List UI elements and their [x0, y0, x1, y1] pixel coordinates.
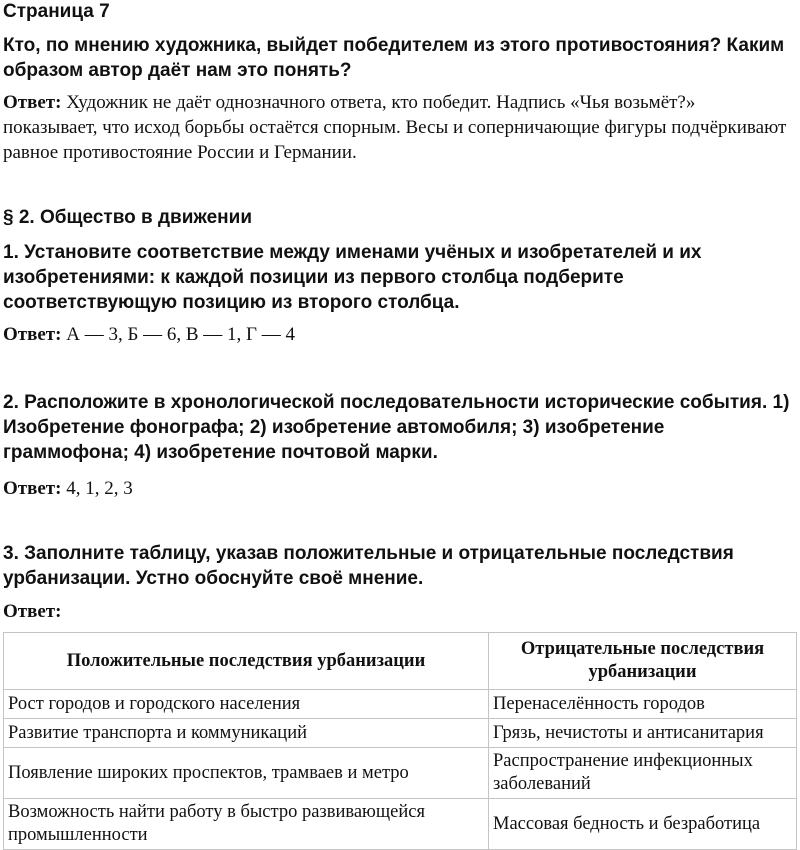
table-row — [4, 799, 797, 850]
intro-answer — [3, 90, 793, 165]
intro-question: Кто, по мнению художника, выйдет победителем из этого противостояния? Каким образом автор даёт нам это понять? — [3, 35, 785, 81]
task-3-answer — [3, 599, 793, 624]
task-1-question: 1. Установите соответствие между именами учёных и изобретателей и их изобретениями: к каждой позиции из первого столбца подберите соответствующую позицию из второго столбца. — [3, 242, 702, 313]
answer-label: Ответ: — [3, 478, 62, 499]
table-cell: Возможность найти работу в быстро развивающейся промышленности — [4, 799, 489, 850]
task-3-question: 3. Заполните таблицу, указав положительные и отрицательные последствия урбанизации. Устно обоснуйте своё мнение. — [3, 543, 734, 589]
task-2-answer — [3, 476, 793, 501]
answer-text: Художник не даёт однозначного ответа, кто победит. Надпись «Чья возьмёт?» показывает, что исход борьбы остаётся спорным. Весы и соперничающие фигуры подчёркивают равное противостояние России и Германии. — [3, 92, 787, 163]
table-header-positive: Положительные последствия урбанизации — [4, 633, 489, 690]
task-2-question: 2. Расположите в хронологической последовательности исторические события. 1) Изобретение фонографа; 2) изобретение автомобиля; 3) изобретение граммофона; 4) изобретение почтовой марки. — [3, 392, 790, 463]
table-cell: Рост городов и городского населения — [4, 690, 489, 719]
table-cell: Появление широких проспектов, трамваев и метро — [4, 748, 489, 799]
answer-text: 4, 1, 2, 3 — [61, 478, 133, 499]
answer-label: Ответ: — [3, 324, 62, 345]
urbanization-table — [3, 632, 797, 850]
table-cell: Грязь, нечистоты и антисанитария — [489, 719, 797, 748]
table-cell: Массовая бедность и безработица — [489, 799, 797, 850]
table-cell: Развитие транспорта и коммуникаций — [4, 719, 489, 748]
table-header-row — [4, 633, 797, 690]
section-title: § 2. Общество в движении — [3, 207, 253, 228]
table-cell: Перенаселённость городов — [489, 690, 797, 719]
answer-label: Ответ: — [3, 601, 62, 622]
page-title: Страница 7 — [3, 1, 110, 22]
table-row — [4, 690, 797, 719]
table-row — [4, 719, 797, 748]
answer-text: А — 3, Б — 6, В — 1, Г — 4 — [61, 324, 296, 345]
table-header-negative: Отрицательные последствия урбанизации — [489, 633, 797, 690]
task-1-answer — [3, 322, 793, 347]
answer-label: Ответ: — [3, 92, 62, 113]
table-row — [4, 748, 797, 799]
table-cell: Распространение инфекционных заболеваний — [489, 748, 797, 799]
